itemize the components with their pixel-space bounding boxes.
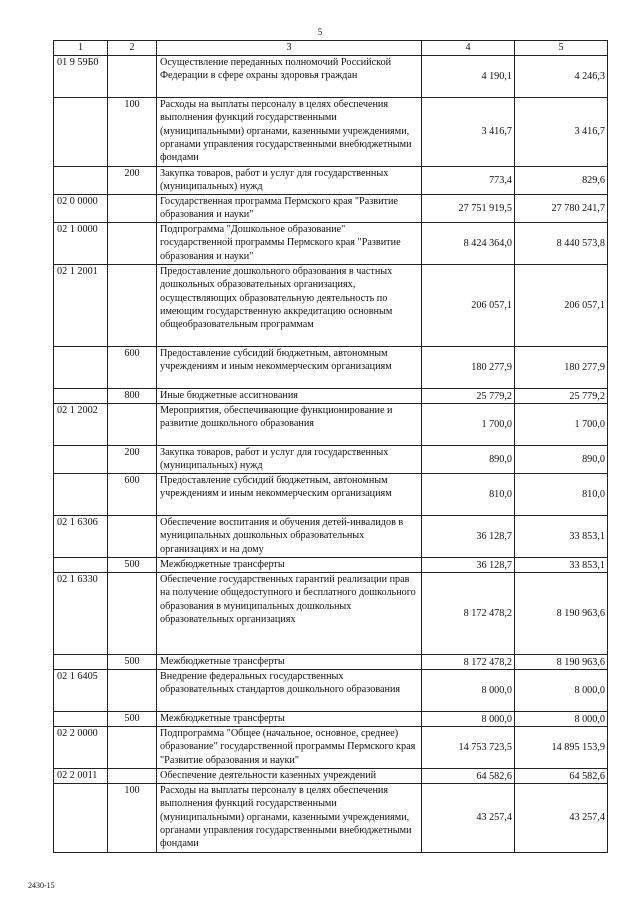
- cell-expense-type: [108, 265, 157, 347]
- cell-amount-1: 27 751 919,5: [422, 195, 515, 223]
- budget-table: [53, 40, 608, 853]
- column-header-type: 2: [108, 41, 157, 56]
- cell-expense-type: [108, 195, 157, 223]
- cell-description: Подпрограмма "Общее (начальное, основное, среднее) образование" государственной программы Пермского края "Развитие образования и науки": [157, 727, 422, 769]
- cell-amount-2: 3 416,7: [515, 98, 608, 167]
- cell-amount-2: 25 779,2: [515, 389, 608, 404]
- cell-amount-1: 810,0: [422, 474, 515, 516]
- cell-amount-2: 8 000,0: [515, 712, 608, 727]
- cell-amount-1: 1 700,0: [422, 404, 515, 446]
- document-code: 2430-15: [28, 881, 55, 890]
- cell-expense-type: 200: [108, 167, 157, 195]
- table-row: [54, 56, 608, 98]
- table-row: [54, 265, 608, 347]
- cell-expense-type: [108, 404, 157, 446]
- cell-amount-1: 14 753 723,5: [422, 727, 515, 769]
- table-row: [54, 558, 608, 573]
- cell-amount-1: 4 190,1: [422, 56, 515, 98]
- cell-amount-2: 829,6: [515, 167, 608, 195]
- cell-description: Расходы на выплаты персоналу в целях обеспечения выполнения функций государственными (муниципальными) органами, казенными учреждениями, органами управления государственными внебюджетными фондами: [157, 784, 422, 853]
- cell-code: 02 2 0000: [54, 727, 108, 769]
- cell-amount-2: 206 057,1: [515, 265, 608, 347]
- cell-amount-1: 3 416,7: [422, 98, 515, 167]
- cell-expense-type: [108, 56, 157, 98]
- cell-amount-1: 8 172 478,2: [422, 655, 515, 670]
- cell-description: Мероприятия, обеспечивающие функционирование и развитие дошкольного образования: [157, 404, 422, 446]
- cell-code: [54, 446, 108, 474]
- cell-code: [54, 474, 108, 516]
- cell-amount-2: 8 000,0: [515, 670, 608, 712]
- cell-amount-2: 43 257,4: [515, 784, 608, 853]
- cell-expense-type: 500: [108, 712, 157, 727]
- header-row: [54, 41, 608, 56]
- cell-amount-2: 810,0: [515, 474, 608, 516]
- cell-expense-type: 800: [108, 389, 157, 404]
- table-row: [54, 769, 608, 784]
- cell-expense-type: 200: [108, 446, 157, 474]
- table-row: [54, 670, 608, 712]
- table-row: [54, 573, 608, 655]
- cell-expense-type: [108, 727, 157, 769]
- cell-code: 02 1 6330: [54, 573, 108, 655]
- cell-description: Межбюджетные трансферты: [157, 712, 422, 727]
- table-row: [54, 712, 608, 727]
- column-header-amount-1: 4: [422, 41, 515, 56]
- cell-amount-2: 4 246,3: [515, 56, 608, 98]
- cell-code: [54, 712, 108, 727]
- cell-code: 02 2 0011: [54, 769, 108, 784]
- table-row: [54, 167, 608, 195]
- cell-amount-1: 8 424 364,0: [422, 223, 515, 265]
- page-number: 5: [317, 27, 323, 37]
- cell-description: Предоставление субсидий бюджетным, автономным учреждениям и иным некоммерческим организациям: [157, 474, 422, 516]
- cell-description: Обеспечение деятельности казенных учреждений: [157, 769, 422, 784]
- cell-code: [54, 98, 108, 167]
- cell-description: Межбюджетные трансферты: [157, 655, 422, 670]
- cell-expense-type: 600: [108, 347, 157, 389]
- cell-code: [54, 784, 108, 853]
- column-header-code: 1: [54, 41, 108, 56]
- cell-amount-2: 27 780 241,7: [515, 195, 608, 223]
- cell-expense-type: 500: [108, 655, 157, 670]
- table-row: [54, 195, 608, 223]
- cell-code: [54, 347, 108, 389]
- cell-amount-2: 8 440 573,8: [515, 223, 608, 265]
- cell-description: Иные бюджетные ассигнования: [157, 389, 422, 404]
- cell-description: Расходы на выплаты персоналу в целях обеспечения выполнения функций государственными (муниципальными) органами, казенными учреждениями, органами управления государственными внебюджетными фондами: [157, 98, 422, 167]
- cell-expense-type: 600: [108, 474, 157, 516]
- cell-amount-2: 33 853,1: [515, 558, 608, 573]
- cell-amount-1: 43 257,4: [422, 784, 515, 853]
- cell-description: Межбюджетные трансферты: [157, 558, 422, 573]
- cell-expense-type: 500: [108, 558, 157, 573]
- cell-amount-2: 180 277,9: [515, 347, 608, 389]
- table-row: [54, 474, 608, 516]
- cell-amount-2: 14 895 153,9: [515, 727, 608, 769]
- cell-amount-2: 8 190 963,6: [515, 573, 608, 655]
- cell-description: Подпрограмма "Дошкольное образование" государственной программы Пермского края "Развитие образования и науки": [157, 223, 422, 265]
- cell-expense-type: 100: [108, 98, 157, 167]
- cell-amount-1: 180 277,9: [422, 347, 515, 389]
- table-row: [54, 446, 608, 474]
- table-row: [54, 98, 608, 167]
- cell-description: Закупка товаров, работ и услуг для государственных (муниципальных) нужд: [157, 446, 422, 474]
- cell-description: Внедрение федеральных государственных образовательных стандартов дошкольного образования: [157, 670, 422, 712]
- cell-code: 02 1 6306: [54, 516, 108, 558]
- cell-description: Предоставление субсидий бюджетным, автономным учреждениям и иным некоммерческим организациям: [157, 347, 422, 389]
- cell-amount-1: 8 000,0: [422, 712, 515, 727]
- cell-description: Государственная программа Пермского края "Развитие образования и науки": [157, 195, 422, 223]
- cell-amount-2: 1 700,0: [515, 404, 608, 446]
- cell-amount-1: 36 128,7: [422, 558, 515, 573]
- cell-code: 01 9 59Б0: [54, 56, 108, 98]
- cell-amount-1: 773,4: [422, 167, 515, 195]
- cell-amount-1: 8 172 478,2: [422, 573, 515, 655]
- cell-expense-type: [108, 670, 157, 712]
- cell-amount-1: 206 057,1: [422, 265, 515, 347]
- cell-amount-1: 890,0: [422, 446, 515, 474]
- cell-expense-type: 100: [108, 784, 157, 853]
- cell-code: [54, 167, 108, 195]
- cell-code: 02 1 2001: [54, 265, 108, 347]
- table-row: [54, 347, 608, 389]
- cell-code: [54, 558, 108, 573]
- table-row: [54, 655, 608, 670]
- cell-description: Обеспечение государственных гарантий реализации прав на получение общедоступного и бесплатного дошкольного образования в муниципальных дошкольных образовательных организациях: [157, 573, 422, 655]
- cell-code: 02 1 6405: [54, 670, 108, 712]
- cell-description: Обеспечение воспитания и обучения детей-инвалидов в муниципальных дошкольных образовательных организациях и на дому: [157, 516, 422, 558]
- cell-code: 02 0 0000: [54, 195, 108, 223]
- table-row: [54, 784, 608, 853]
- cell-amount-1: 64 582,6: [422, 769, 515, 784]
- cell-code: 02 1 2002: [54, 404, 108, 446]
- cell-amount-1: 36 128,7: [422, 516, 515, 558]
- cell-description: Осуществление переданных полномочий Российской Федерации в сфере охраны здоровья граждан: [157, 56, 422, 98]
- cell-amount-2: 890,0: [515, 446, 608, 474]
- cell-amount-2: 64 582,6: [515, 769, 608, 784]
- cell-amount-1: 8 000,0: [422, 670, 515, 712]
- cell-code: [54, 655, 108, 670]
- cell-expense-type: [108, 573, 157, 655]
- cell-code: 02 1 0000: [54, 223, 108, 265]
- cell-amount-1: 25 779,2: [422, 389, 515, 404]
- cell-description: Предоставление дошкольного образования в частных дошкольных образовательных организациях, осуществляющих образовательную деятельность по имеющим государственную аккредитацию основным общеобразовательным программам: [157, 265, 422, 347]
- cell-expense-type: [108, 223, 157, 265]
- cell-expense-type: [108, 769, 157, 784]
- column-header-amount-2: 5: [515, 41, 608, 56]
- cell-expense-type: [108, 516, 157, 558]
- cell-amount-2: 33 853,1: [515, 516, 608, 558]
- cell-description: Закупка товаров, работ и услуг для государственных (муниципальных) нужд: [157, 167, 422, 195]
- table-row: [54, 223, 608, 265]
- table-row: [54, 404, 608, 446]
- table-row: [54, 516, 608, 558]
- table-row: [54, 727, 608, 769]
- cell-code: [54, 389, 108, 404]
- cell-amount-2: 8 190 963,6: [515, 655, 608, 670]
- table-row: [54, 389, 608, 404]
- column-header-name: 3: [157, 41, 422, 56]
